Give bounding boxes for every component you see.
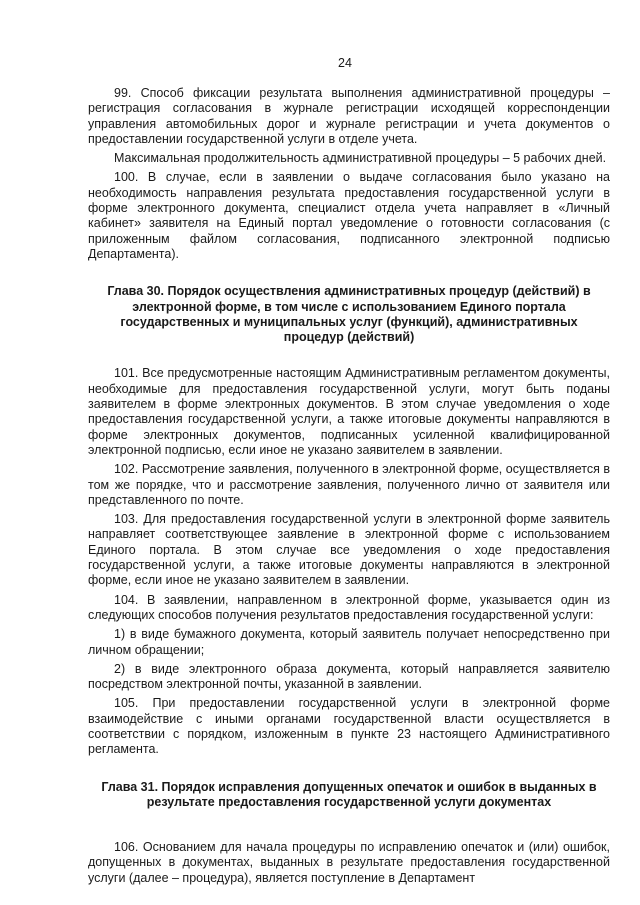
- paragraph-104: 104. В заявлении, направленном в электронной форме, указывается один из следующих способов получения результатов предоставления государственной услуги:: [88, 592, 610, 622]
- chapter-31-heading: Глава 31. Порядок исправления допущенных опечаток и ошибок в выданных в результате предоставления государственной услуги документах: [101, 779, 597, 809]
- page-number: 24: [338, 56, 352, 70]
- paragraph-100: 100. В случае, если в заявлении о выдаче согласования было указано на необходимость направления результата предоставления государственной услуги в форме электронного документа, специалист отдела учета направляет в «Личный кабинет» заявителя на Единый портал уведомление о готовности согласования (с приложенным файлом согласования, подписанного электронной подписью Департамента).: [88, 170, 610, 261]
- paragraph-104-item-1: 1) в виде бумажного документа, который заявитель получает непосредственно при личном обращении;: [88, 627, 610, 657]
- paragraph-max-duration: Максимальная продолжительность административной процедуры – 5 рабочих дней.: [114, 151, 607, 166]
- paragraph-103: 103. Для предоставления государственной услуги в электронной форме заявитель направляет соответствующее заявление в электронной форме с использованием Единого портала. В этом случае все уведомления о ходе предоставления государственной услуги, а также итоговые документы направляются в электронной форме, если иное не указано заявителем в заявлении.: [88, 512, 610, 588]
- paragraph-99: 99. Способ фиксации результата выполнения административной процедуры – регистрация согласования в журнале регистрации исходящей корреспонденции управления автомобильных дорог и журнале регистрации и учета документов о предоставлении государственной услуги в отделе учета.: [88, 86, 610, 146]
- paragraph-101: 101. Все предусмотренные настоящим Административным регламентом документы, необходимые для предоставления государственной услуги, могут быть поданы заявителем в форме электронных документов. В этом случае уведомления о ходе предоставления государственной услуги, а также итоговые документы направляются в форме электронных документов, подписанных усиленной квалифицированной электронной подписью, если иное не указано заявителем в заявлении.: [88, 366, 610, 457]
- paragraph-102: 102. Рассмотрение заявления, полученного в электронной форме, осуществляется в том же порядке, что и рассмотрение заявления, полученного лично от заявителя или представленного по почте.: [88, 462, 610, 507]
- paragraph-104-item-2: 2) в виде электронного образа документа, который направляется заявителю посредством электронной почты, указанной в заявлении.: [88, 661, 610, 692]
- chapter-30-heading: Глава 30. Порядок осуществления административных процедур (действий) в электронной форме, в том числе с использованием Единого портала государственных и муниципальных услуг (функций), административных процедур (действий): [107, 284, 591, 345]
- paragraph-105: 105. При предоставлении государственной услуги в электронной форме взаимодействие с иными органами государственной власти осуществляется в соответствии с порядком, изложенным в пункте 23 настоящего Административного регламента.: [88, 696, 610, 757]
- paragraph-106: 106. Основанием для начала процедуры по исправлению опечаток и (или) ошибок, допущенных в документах, выданных в результате предоставления государственной услуги (далее – процедура), является поступление в Департамент: [88, 840, 610, 885]
